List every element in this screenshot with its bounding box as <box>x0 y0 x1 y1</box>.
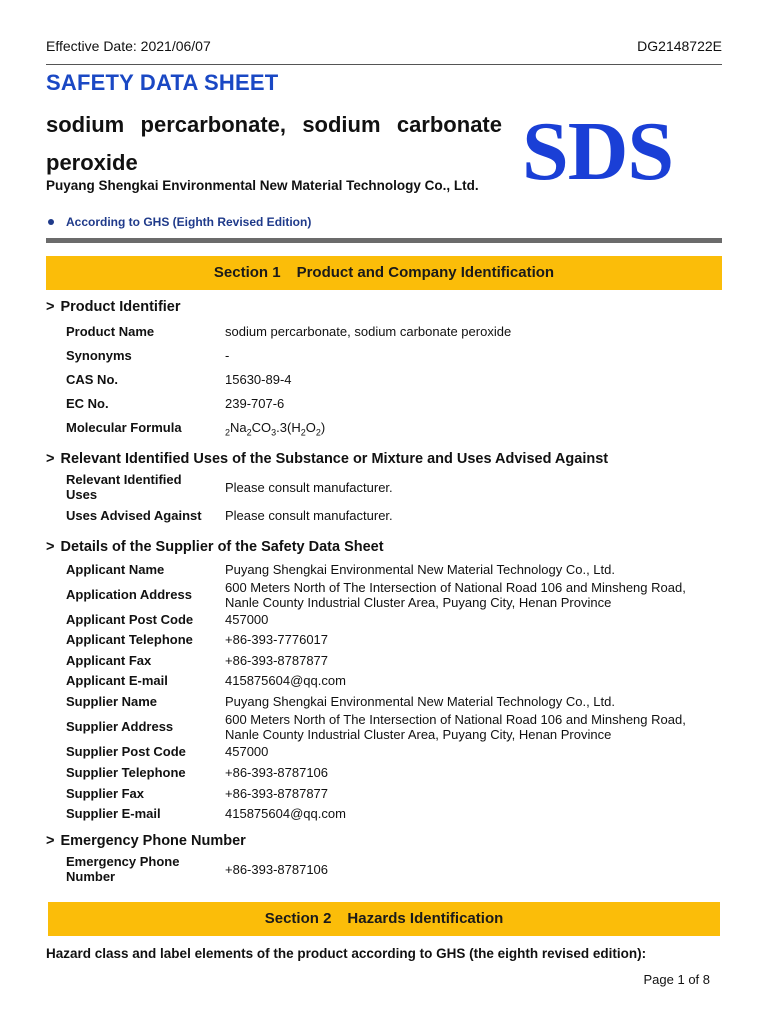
section-2-bar <box>48 902 720 936</box>
chevron-right-icon: > <box>46 451 55 467</box>
effective-date: Effective Date: 2021/06/07 <box>46 38 211 54</box>
ghs-note-text: According to GHS (Eighth Revised Edition) <box>66 215 312 229</box>
uses-heading: > Relevant Identified Uses of the Substance or Mixture and Uses Advised Against <box>46 451 609 467</box>
section-2-title: Hazards Identification <box>347 910 504 927</box>
section-2-number: Section 2 <box>264 910 332 927</box>
section-1-bar <box>46 256 722 290</box>
company-name: Puyang Shengkai Environmental New Material Technology Co., Ltd. <box>46 178 479 193</box>
emergency-heading: > Emergency Phone Number <box>46 833 246 849</box>
sds-logo: SDS <box>522 105 674 198</box>
product-identifier-heading: > Product Identifier <box>46 299 181 315</box>
product-title: sodium percarbonate, sodium carbonate peroxide <box>46 112 502 175</box>
header-divider <box>46 238 722 243</box>
bullet-icon <box>48 219 54 225</box>
chevron-right-icon: > <box>46 299 55 315</box>
hazard-intro: Hazard class and label elements of the product according to GHS (the eighth revised edition): <box>46 946 647 961</box>
document-id: DG2148722E <box>637 38 722 54</box>
chevron-right-icon: > <box>46 833 55 849</box>
ghs-note <box>46 215 311 229</box>
page-header <box>46 36 722 65</box>
molecular-formula: $_2Na_2CO_3.3(H_2O_2)$ <box>225 420 326 438</box>
chevron-right-icon: > <box>46 539 55 555</box>
section-1-title: Product and Company Identification <box>296 264 555 281</box>
section-1-number: Section 1 <box>213 264 281 281</box>
supplier-heading: > Details of the Supplier of the Safety Data Sheet <box>46 539 384 555</box>
document-title: SAFETY DATA SHEET <box>46 70 279 95</box>
page-number: Page 1 of 8 <box>643 972 710 987</box>
